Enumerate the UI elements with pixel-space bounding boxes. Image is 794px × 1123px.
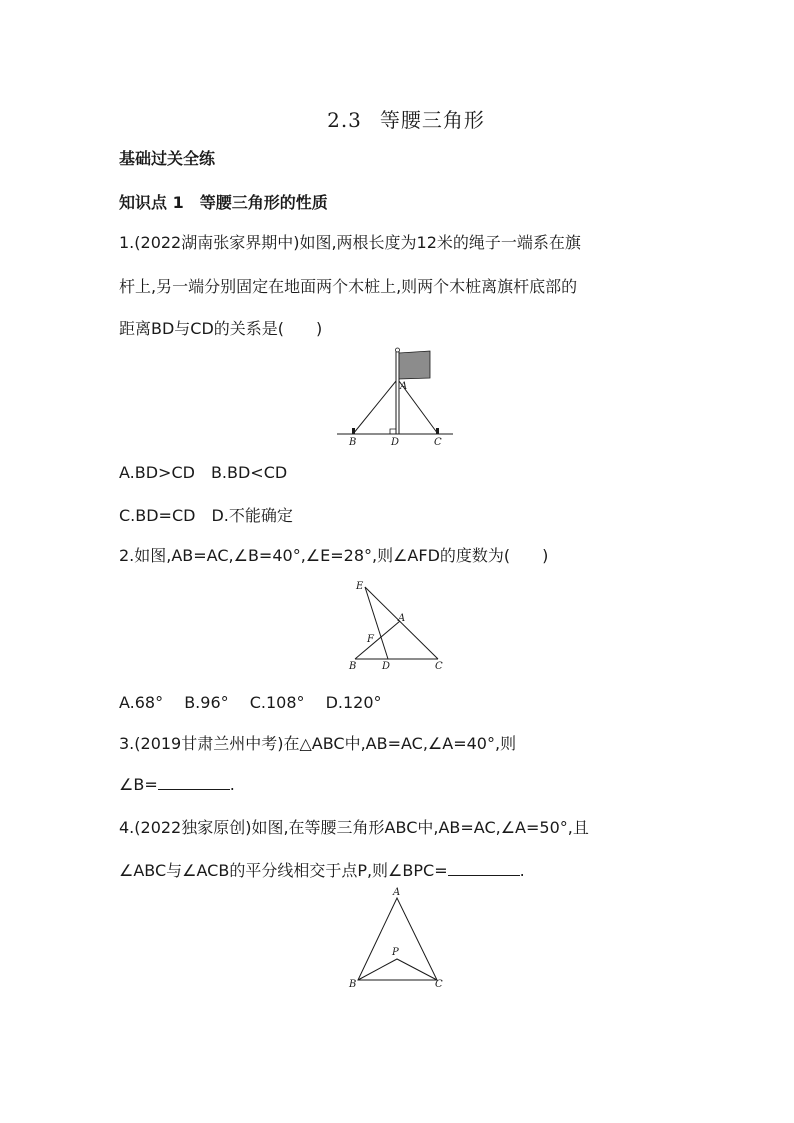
label-e: E xyxy=(356,581,364,592)
label-f: F xyxy=(367,634,374,645)
stake-b xyxy=(352,428,355,434)
q4-line-1: 4.(2022独家原创)如图,在等腰三角形ABC中,AB=AC,∠A=50°,且 xyxy=(119,818,589,837)
q4-prefix: ∠ABC与∠ACB的平分线相交于点P,则∠BPC= xyxy=(119,861,448,880)
rope-ab xyxy=(353,381,396,434)
label-a: A xyxy=(393,887,401,898)
title-text: 等腰三角形 xyxy=(379,108,485,132)
stake-c xyxy=(436,428,439,434)
flagpole-top xyxy=(396,348,400,352)
q2-figure xyxy=(345,577,450,672)
q1-line-3: 距离BD与CD的关系是( ) xyxy=(119,319,323,338)
label-a: A xyxy=(400,381,408,392)
q1-line-2: 杆上,另一端分别固定在地面两个木桩上,则两个木桩离旗杆底部的 xyxy=(119,277,578,296)
q3-line-1: 3.(2019甘肃兰州中考)在△ABC中,AB=AC,∠A=40°,则 xyxy=(119,734,517,753)
label-b: B xyxy=(349,437,357,448)
q3-prefix: ∠B= xyxy=(119,775,158,794)
label-c: C xyxy=(435,979,443,990)
q1-figure xyxy=(335,345,460,450)
label-b: B xyxy=(349,661,357,672)
q2-line-1: 2.如图,AB=AC,∠B=40°,∠E=28°,则∠AFD的度数为( ) xyxy=(119,546,549,565)
label-p: P xyxy=(392,947,399,958)
label-d: D xyxy=(382,661,391,672)
page-title xyxy=(0,104,794,133)
q4-figure xyxy=(342,882,447,992)
q4-answer-blank[interactable] xyxy=(448,859,520,876)
label-a: A xyxy=(398,613,406,624)
q4-suffix: . xyxy=(519,861,525,880)
q4-line-2 xyxy=(119,858,525,881)
label-d: D xyxy=(391,437,400,448)
label-c: C xyxy=(435,661,443,672)
q3-suffix: . xyxy=(229,775,235,794)
section-heading: 基础过关全练 xyxy=(119,149,216,168)
q1-options-row-2: C.BD=CD D.不能确定 xyxy=(119,506,293,525)
q1-options-row-1: A.BD>CD B.BD<CD xyxy=(119,463,288,482)
q2-options: A.68° B.96° C.108° D.120° xyxy=(119,693,382,712)
q3-answer-blank[interactable] xyxy=(158,773,230,790)
label-c: C xyxy=(434,437,442,448)
knowledge-point-heading: 知识点 1 等腰三角形的性质 xyxy=(119,193,328,212)
label-b: B xyxy=(349,979,357,990)
title-number: 2.3 xyxy=(327,108,362,132)
flag xyxy=(399,351,430,379)
q3-line-2 xyxy=(119,773,235,794)
triangle-abc xyxy=(358,898,437,980)
angle-bisectors xyxy=(358,959,437,980)
right-angle-mark xyxy=(390,429,396,434)
q1-line-1: 1.(2022湖南张家界期中)如图,两根长度为12米的绳子一端系在旗 xyxy=(119,233,581,252)
